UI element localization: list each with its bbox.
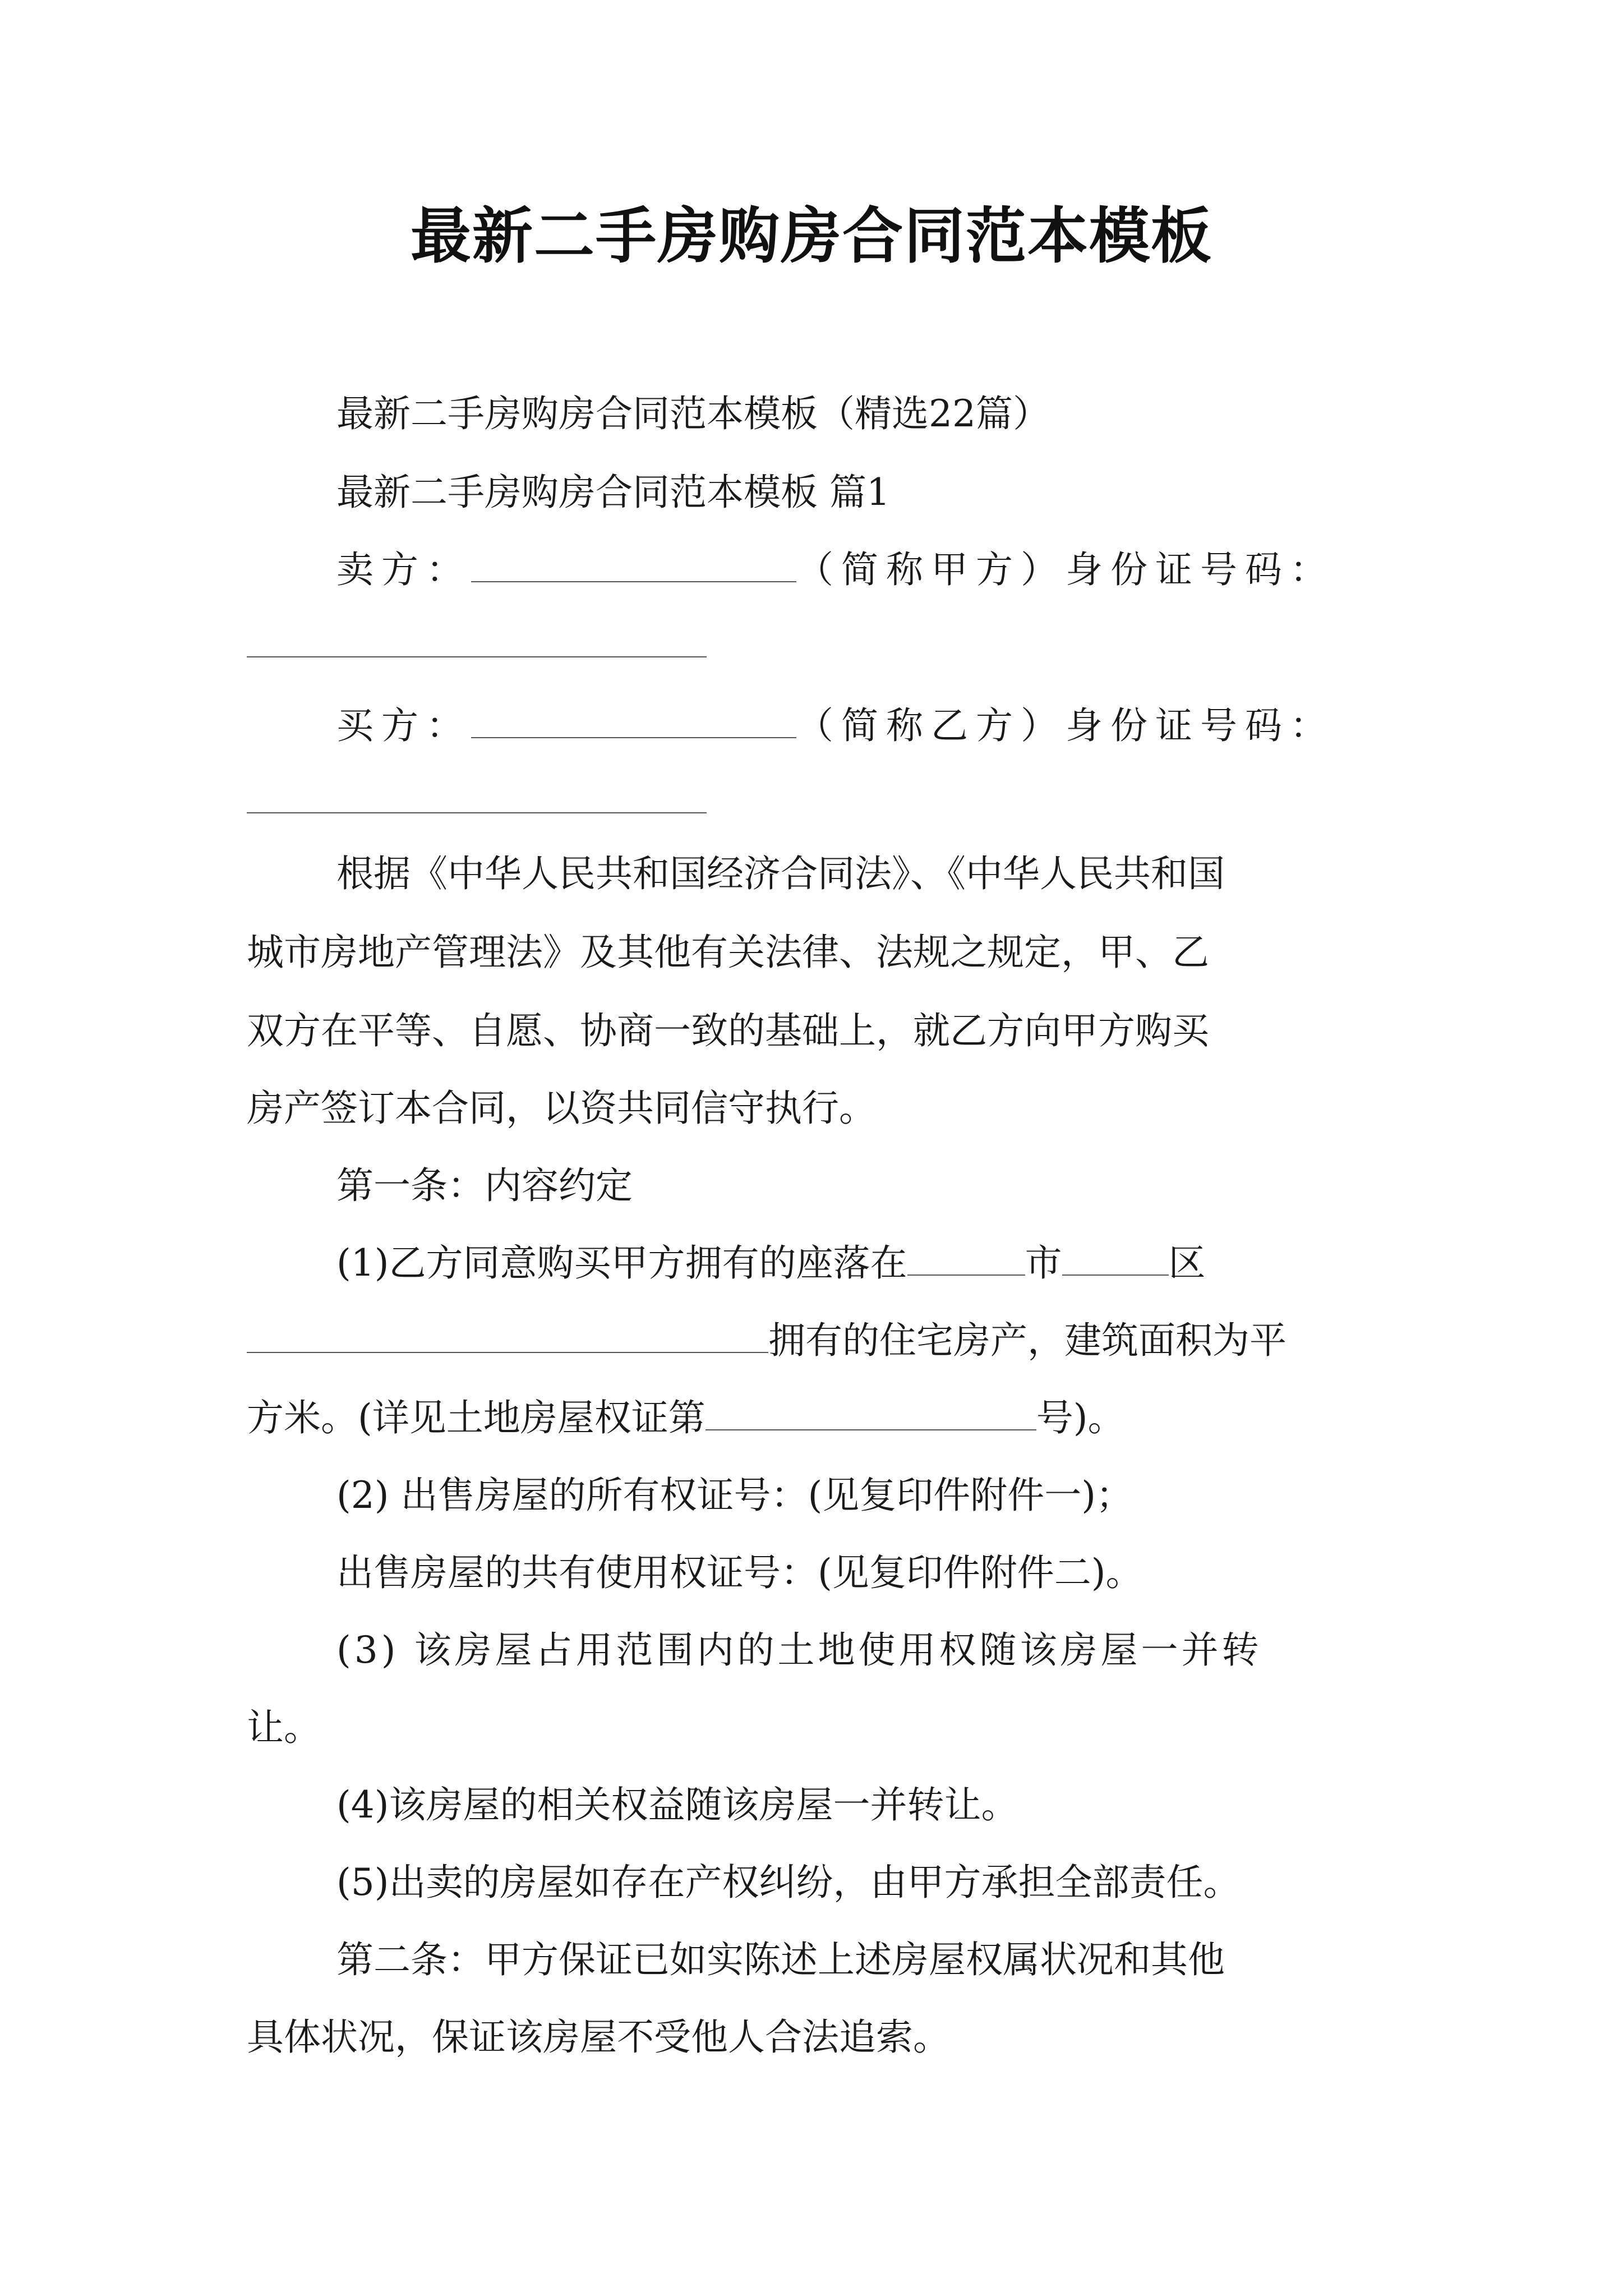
buyer-id-blank	[247, 812, 707, 813]
buyer-suffix: （简称乙方）身份证号码：	[796, 704, 1335, 747]
buyer-name-blank	[471, 700, 796, 738]
article1-item2b: 出售房屋的共有使用权证号：(见复印件附件二)。	[336, 1551, 1143, 1594]
seller-name-blank	[471, 544, 796, 582]
buyer-label: 买方：	[336, 704, 471, 747]
article1-item1-line3	[247, 1391, 1380, 1445]
item1-city-label: 市	[1025, 1241, 1062, 1285]
seller-label: 卖方：	[336, 548, 471, 591]
address-blank	[247, 1315, 768, 1353]
article1-heading: 第一条：内容约定	[336, 1164, 633, 1207]
preamble-line: 根据《中华人民共和国经济合同法》、《中华人民共和国	[336, 852, 1225, 895]
item1-text: (1)乙方同意购买甲方拥有的座落在	[336, 1241, 907, 1285]
article1-item1-line1	[336, 1236, 1469, 1290]
article1-item3-line2: 让。	[247, 1706, 321, 1749]
preamble-line: 城市房地产管理法》及其他有关法律、法规之规定，甲、乙	[247, 931, 1209, 974]
item1-text-d: 号)。	[1036, 1396, 1125, 1439]
item1-text-c: 方米。(详见土地房屋权证第	[247, 1396, 706, 1439]
seller-suffix: （简称甲方）身份证号码：	[796, 548, 1335, 591]
item1-text-b: 拥有的住宅房产，建筑面积为平	[768, 1319, 1287, 1362]
buyer-line	[336, 699, 1469, 753]
preamble-line: 房产签订本合同，以资共同信守执行。	[247, 1087, 876, 1130]
item1-district-label: 区	[1168, 1241, 1206, 1285]
certificate-blank	[706, 1392, 1036, 1430]
district-blank	[1062, 1237, 1169, 1276]
article2-line2: 具体状况，保证该房屋不受他人合法追索。	[247, 2016, 950, 2059]
article1-item1-line2	[247, 1314, 1380, 1368]
article1-item2: (2) 出售房屋的所有权证号：(见复印件附件一)；	[336, 1474, 1133, 1517]
city-blank	[907, 1237, 1025, 1276]
document-subtitle: 最新二手房购房合同范本模板（精选22篇）	[336, 392, 1050, 435]
article1-item5: (5)出卖的房屋如存在产权纠纷，由甲方承担全部责任。	[336, 1861, 1241, 1904]
article2-line1: 第二条：甲方保证已如实陈述上述房屋权属状况和其他	[336, 1938, 1225, 1981]
preamble-line: 双方在平等、自愿、协商一致的基础上，就乙方向甲方购买	[247, 1009, 1209, 1052]
document-title: 最新二手房购房合同范本模板	[410, 201, 1212, 272]
article1-item4: (4)该房屋的相关权益随该房屋一并转让。	[336, 1783, 1018, 1826]
seller-line	[336, 543, 1469, 597]
section-heading: 最新二手房购房合同范本模板 篇1	[336, 471, 890, 514]
seller-id-blank	[247, 656, 707, 657]
article1-item3-line1: (3) 该房屋占用范围内的土地使用权随该房屋一并转	[336, 1628, 1262, 1672]
